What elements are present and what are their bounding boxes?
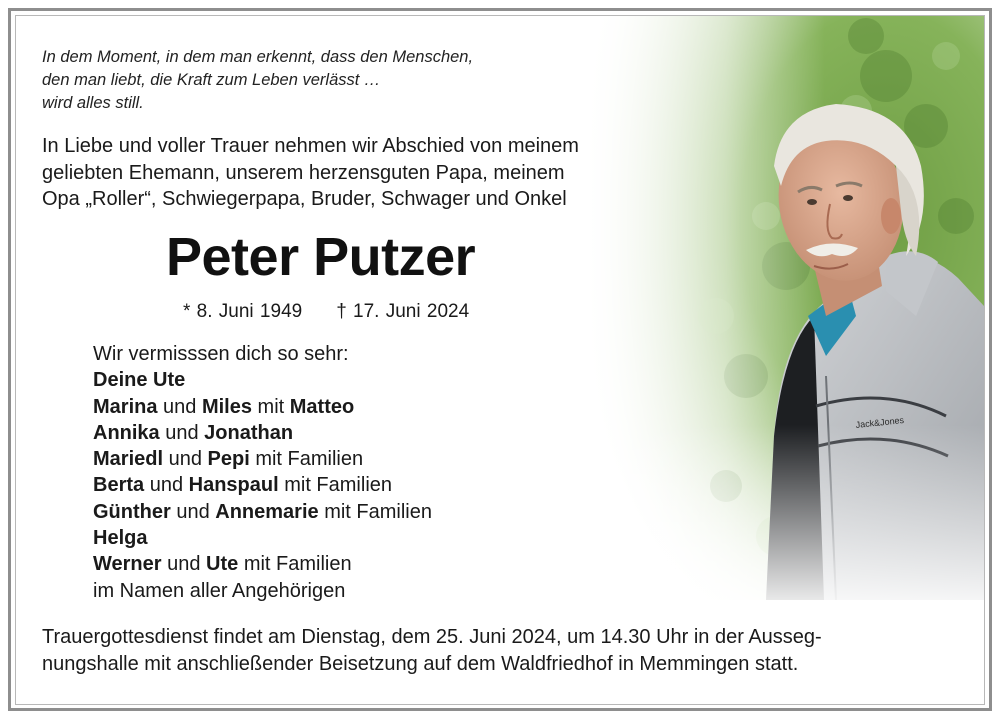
- quote-line: den man liebt, die Kraft zum Leben verlässt …: [42, 71, 381, 89]
- life-dates: [183, 301, 469, 323]
- mourner-line: [93, 367, 432, 393]
- mourner-name: Miles: [201, 395, 252, 418]
- service-line: nungshalle mit anschließender Beisetzung auf dem Waldfriedhof in Memmingen statt.: [42, 653, 799, 675]
- opening-quote: [42, 46, 473, 115]
- service-notice: [42, 624, 822, 678]
- mourner-connector: mit Familien: [249, 448, 364, 471]
- death-date: † 17. Juni 2024: [336, 301, 470, 322]
- intro-line: geliebten Ehemann, unserem herzensguten Papa, meinem: [42, 161, 565, 184]
- mourner-name: Günther: [93, 500, 171, 523]
- mourner-connector: und: [159, 421, 205, 444]
- intro-line: In Liebe und voller Trauer nehmen wir Abschied von meinem: [42, 135, 579, 157]
- mourner-connector: mit Familien: [318, 500, 432, 523]
- mourner-connector: mit Familien: [238, 553, 352, 576]
- mourner-name: Pepi: [207, 448, 250, 471]
- mourner-name: Jonathan: [204, 421, 294, 444]
- mourner-line: [93, 525, 432, 551]
- mourner-name: Marina: [93, 395, 158, 418]
- mourners-list: [93, 341, 432, 604]
- intro-line: Opa „Roller“, Schwiegerpapa, Bruder, Schwager und Onkel: [42, 188, 567, 210]
- deceased-name: Peter Putzer: [166, 227, 476, 287]
- mourner-name: Berta: [93, 474, 145, 497]
- mourner-connector: mit Familien: [278, 474, 393, 497]
- mourner-line: [93, 551, 432, 577]
- mourner-name: Ute: [206, 553, 239, 576]
- mourner-line: [93, 420, 432, 446]
- quote-line: In dem Moment, in dem man erkennt, dass den Menschen,: [42, 48, 474, 66]
- mourner-name: Deine Ute: [93, 369, 186, 392]
- mourner-connector: und: [170, 500, 216, 523]
- mourner-connector: im Namen aller Angehörigen: [93, 579, 346, 602]
- mourner-name: Helga: [93, 527, 148, 550]
- portrait-photo: [586, 16, 984, 600]
- mourner-name: Annika: [93, 421, 160, 444]
- mourner-name: Mariedl: [93, 448, 164, 471]
- mourner-line: [93, 578, 432, 604]
- mourner-name: Hanspaul: [188, 474, 279, 497]
- mourner-line: [93, 499, 432, 525]
- quote-line: wird alles still.: [42, 94, 144, 112]
- birth-date: * 8. Juni 1949: [183, 301, 303, 322]
- farewell-intro: [42, 133, 579, 213]
- mourner-name: Werner: [93, 553, 162, 576]
- mourner-name: Matteo: [289, 395, 355, 418]
- mourner-line: [93, 472, 432, 498]
- mourner-connector: und: [157, 395, 202, 418]
- mourner-connector: und: [161, 553, 207, 576]
- mourner-line: [93, 446, 432, 472]
- mourner-connector: und: [144, 474, 189, 497]
- mourners-heading: Wir vermisssen dich so sehr:: [93, 343, 349, 365]
- mourner-line: [93, 394, 432, 420]
- service-line: Trauergottesdienst findet am Dienstag, dem 25. Juni 2024, um 14.30 Uhr in der Ausseg-: [42, 626, 822, 648]
- mourner-connector: mit: [251, 395, 290, 418]
- obituary-card: [15, 15, 985, 705]
- mourner-name: Annemarie: [215, 500, 319, 523]
- mourner-connector: und: [163, 448, 208, 471]
